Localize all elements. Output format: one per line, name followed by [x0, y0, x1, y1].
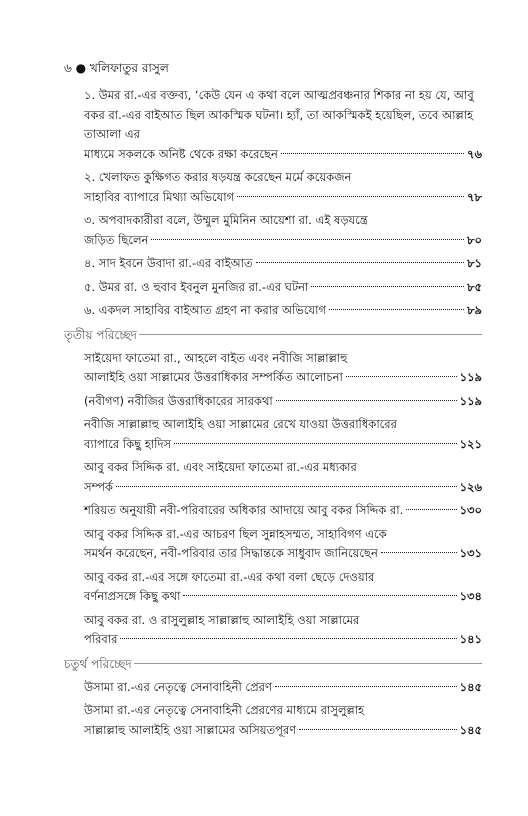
toc-entry-last-line [84, 544, 482, 564]
toc-entry[interactable] [84, 701, 482, 740]
toc-entry-text: সাইয়েদা ফাতেমা রা., আহলে বাইত এবং নবীজি সাল্লাল্লাহু [84, 350, 348, 365]
page-number: ১৪৫ [459, 679, 482, 694]
toc-entry[interactable] [84, 611, 482, 650]
page-number: ৮৫ [467, 279, 482, 294]
page-number: ১৩৪ [459, 589, 482, 603]
toc-entry[interactable] [84, 168, 482, 207]
page-number: ৮১ [467, 256, 482, 270]
toc-entry-last-line [84, 721, 482, 741]
toc-entry-last-line [84, 188, 482, 208]
toc-entry-title: ব্যাপারে কিছু হাদিস [84, 436, 172, 451]
toc-entry[interactable] [84, 501, 482, 521]
chapter-heading [64, 654, 482, 674]
toc-entry-title: সম্পর্ক [84, 479, 113, 494]
toc-entry-last-line [84, 145, 482, 165]
toc-entry-title: শরিয়ত অনুযায়ী নবী-পরিবারের অধিকার আদায়ে আবু বকর সিদ্দিক রা. [84, 503, 404, 517]
toc-entry[interactable] [84, 392, 482, 412]
toc-entry-last-line [84, 587, 482, 607]
page-number: ৮৯ [467, 303, 482, 317]
toc-entry[interactable] [84, 678, 482, 698]
dot-leader [346, 376, 457, 377]
page-number: ১৩০ [459, 503, 482, 517]
toc-entry[interactable] [84, 415, 482, 454]
page-number: ১৪৫ [459, 722, 482, 737]
toc-entry-last-line [84, 630, 482, 650]
dot-leader [116, 486, 457, 487]
toc-entry-title: ৬. একদল সাহাবির বাইআত গ্রহণ না করার অভিযোগ [84, 303, 326, 317]
toc-entry-title: সমর্থন করেছেন, নবী-পরিবার তার সিদ্ধান্তকে সাধুবাদ জানিয়েছেন [84, 546, 378, 560]
page-number: ১৩১ [459, 546, 482, 560]
page-number: ১২১ [459, 436, 482, 451]
dot-leader [237, 196, 464, 197]
chapter-heading-text: চতুর্থ পরিচ্ছেদ [64, 656, 132, 671]
dot-leader [311, 286, 464, 287]
dot-leader [276, 400, 457, 401]
page-number: ১২৬ [459, 479, 482, 494]
dot-leader [275, 686, 457, 687]
toc-entry-last-line [84, 278, 482, 298]
dot-leader [151, 239, 464, 240]
toc-entry[interactable] [84, 86, 482, 164]
toc-entry-text: ১. উমর রা.-এর বক্তব্য, ‘কেউ যেন এ কথা বলে আত্মপ্রবঞ্চনার শিকার না হয় যে, আবু বকর রা.-এর বাইআত ছিল আকস্মিক ঘটনা। হ্যাঁ, তা আকস্মিকই হয়েছিল, তবে আল্লাহ তাআলা এর [84, 88, 474, 141]
chapter-rule [139, 334, 482, 335]
toc-entry-last-line [84, 392, 482, 412]
dot-leader [406, 509, 456, 510]
toc-entry-last-line [84, 301, 482, 321]
toc-entry-last-line [84, 254, 482, 274]
toc-entry-last-line [84, 368, 482, 388]
dot-leader [256, 262, 464, 263]
toc-entry-title: ৪. সাদ ইবনে উবাদা রা.-এর বাইআত [84, 256, 253, 270]
chapter-heading [64, 325, 482, 345]
page-number: ১৪১ [459, 632, 482, 646]
toc-entry-title: সাহাবির ব্যাপারে মিথ্যা অভিযোগ [84, 189, 235, 204]
toc-entry-title: পরিবার [84, 632, 118, 646]
toc-entry[interactable] [84, 278, 482, 298]
toc-entry-last-line [84, 678, 482, 698]
dot-leader [281, 153, 464, 154]
toc-entry-text: আবু বকর সিদ্দিক রা. এবং সাইয়েদা ফাতেমা রা.-এর মধ্যকার [84, 460, 357, 474]
toc-entry[interactable] [84, 301, 482, 321]
toc-entry-text: নবীজি সাল্লাল্লাহু আলাইহি ওয়া সাল্লামের রেখে যাওয়া উত্তরাধিকারের [84, 417, 397, 431]
chapter-rule [134, 663, 482, 664]
toc-entry-title: উসামা রা.-এর নেতৃত্বে সেনাবাহিনী প্রেরণ [84, 679, 272, 694]
dot-leader [174, 443, 457, 444]
toc-entry-last-line [84, 501, 482, 521]
toc-entry-last-line [84, 478, 482, 498]
toc-entry-title: ৫. উমর রা. ও হুবাব ইবনুল মুনজির রা.-এর ঘটনা [84, 279, 309, 294]
page-number: ১১৯ [459, 393, 482, 408]
page-number: ৭৬ [467, 146, 482, 161]
toc-entry-title: মাধ্যমে সকলকে অনিষ্ট থেকে রক্ষা করেছেন [84, 146, 278, 161]
dot-leader [329, 309, 464, 310]
toc-entry[interactable] [84, 458, 482, 497]
page-number: ৮০ [467, 232, 482, 247]
toc-entry-text: উসামা রা.-এর নেতৃত্বে সেনাবাহিনী প্রেরণের মাধ্যমে রাসুলুল্লাহ [84, 703, 365, 717]
toc-entry-title: সাল্লাল্লাহু আলাইহি ওয়া সাল্লামের অসিয়তপূরণ [84, 722, 297, 737]
toc-entry-title: জড়িত ছিলেন [84, 232, 149, 247]
page-number: ৭৮ [467, 189, 482, 204]
dot-leader [299, 729, 456, 730]
dot-leader [381, 552, 457, 553]
toc-entry-text: ৩. অপবাদকারীরা বলে, উম্মুল মুমিনিন আয়েশা রা. এই ষড়যন্ত্রে [84, 213, 368, 227]
chapter-heading-text: তৃতীয় পরিচ্ছেদ [64, 327, 137, 342]
toc-entry-text: আবু বকর রা. ও রাসুলুল্লাহ সাল্লাল্লাহু আলাইহি ওয়া সাল্লামের [84, 612, 360, 627]
toc-entry-text: ২. খেলাফত কুক্ষিগত করার ষড়যন্ত্র করেছেন মর্মে কয়েকজন [84, 170, 352, 184]
toc-entry-title: (নবীগণ) নবীজির উত্তরাধিকারের সারকথা [84, 393, 273, 408]
toc-entry[interactable] [84, 254, 482, 274]
table-of-contents [64, 86, 482, 744]
toc-entry-text: আবু বকর রা.-এর সঙ্গে ফাতেমা রা.-এর কথা বলা ছেড়ে দেওয়ার [84, 569, 375, 584]
page-number: ১১৯ [459, 370, 482, 384]
toc-entry[interactable] [84, 211, 482, 250]
toc-entry-last-line [84, 231, 482, 251]
toc-entry-title: আলাইহি ওয়া সাল্লামের উত্তরাধিকার সম্পর্কিত আলোচনা [84, 370, 343, 384]
toc-entry[interactable] [84, 349, 482, 388]
toc-entry[interactable] [84, 525, 482, 564]
toc-entry[interactable] [84, 568, 482, 607]
toc-entry-text: আবু বকর সিদ্দিক রা.-এর আচরণ ছিল সুন্নাহসম্মত, সাহাবিগণ একে [84, 526, 387, 541]
dot-leader [183, 595, 456, 596]
toc-entry-last-line [84, 435, 482, 455]
toc-entry-title: বর্ণনাপ্রসঙ্গে কিছু কথা [84, 589, 181, 603]
running-head: ৬ ● খলিফাতুর রাসুল [64, 61, 169, 75]
dot-leader [120, 638, 456, 639]
